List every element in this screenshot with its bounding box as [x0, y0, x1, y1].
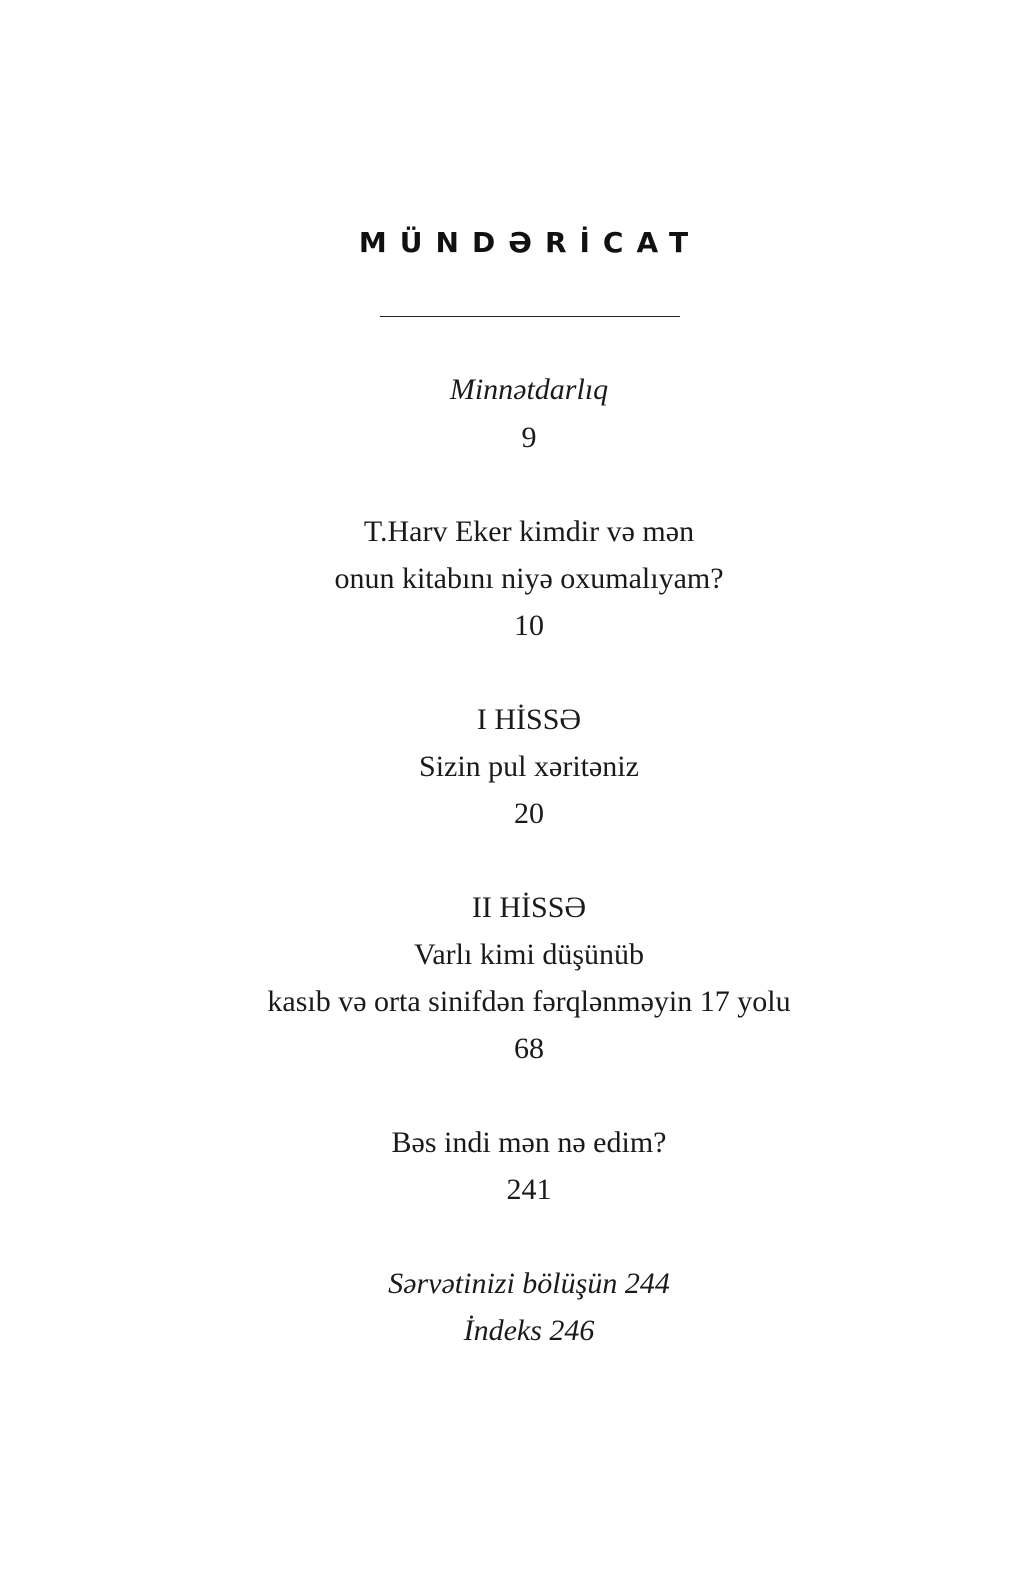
toc-part1-label: I HİSSƏ: [476, 703, 582, 736]
toc-entry-share-wealth: Sərvətinizi bölüşün 244: [388, 1267, 670, 1300]
toc-part2-title-line1: Varlı kimi düşünüb: [414, 938, 644, 971]
toc-entry-index: İndeks 246: [463, 1314, 595, 1347]
toc-part2-label: II HİSSƏ: [471, 891, 587, 924]
toc-part1-page: 20: [514, 797, 544, 830]
toc-entry-acknowledgements-title: Minnətdarlıq: [449, 373, 609, 406]
toc-entry-acknowledgements-page: 9: [521, 421, 537, 454]
toc-part1-title: Sizin pul xəritəniz: [419, 750, 639, 783]
toc-part2-page: 68: [514, 1032, 544, 1065]
toc-entry-intro-title-line1: T.Harv Eker kimdir və mən: [363, 515, 695, 548]
title-divider: [380, 316, 680, 317]
toc-entry-next-steps-title: Bəs indi mən nə edim?: [391, 1126, 667, 1159]
toc-entry-intro-title-line2: onun kitabını niyə oxumalıyam?: [334, 562, 724, 595]
page-title: MÜNDƏRİCAT: [358, 226, 702, 259]
toc-part2-title-line2: kasıb və orta sinifdən fərqlənməyin 17 yolu: [267, 985, 791, 1018]
toc-entry-next-steps-page: 241: [506, 1173, 552, 1206]
toc-entry-intro-page: 10: [514, 609, 544, 642]
